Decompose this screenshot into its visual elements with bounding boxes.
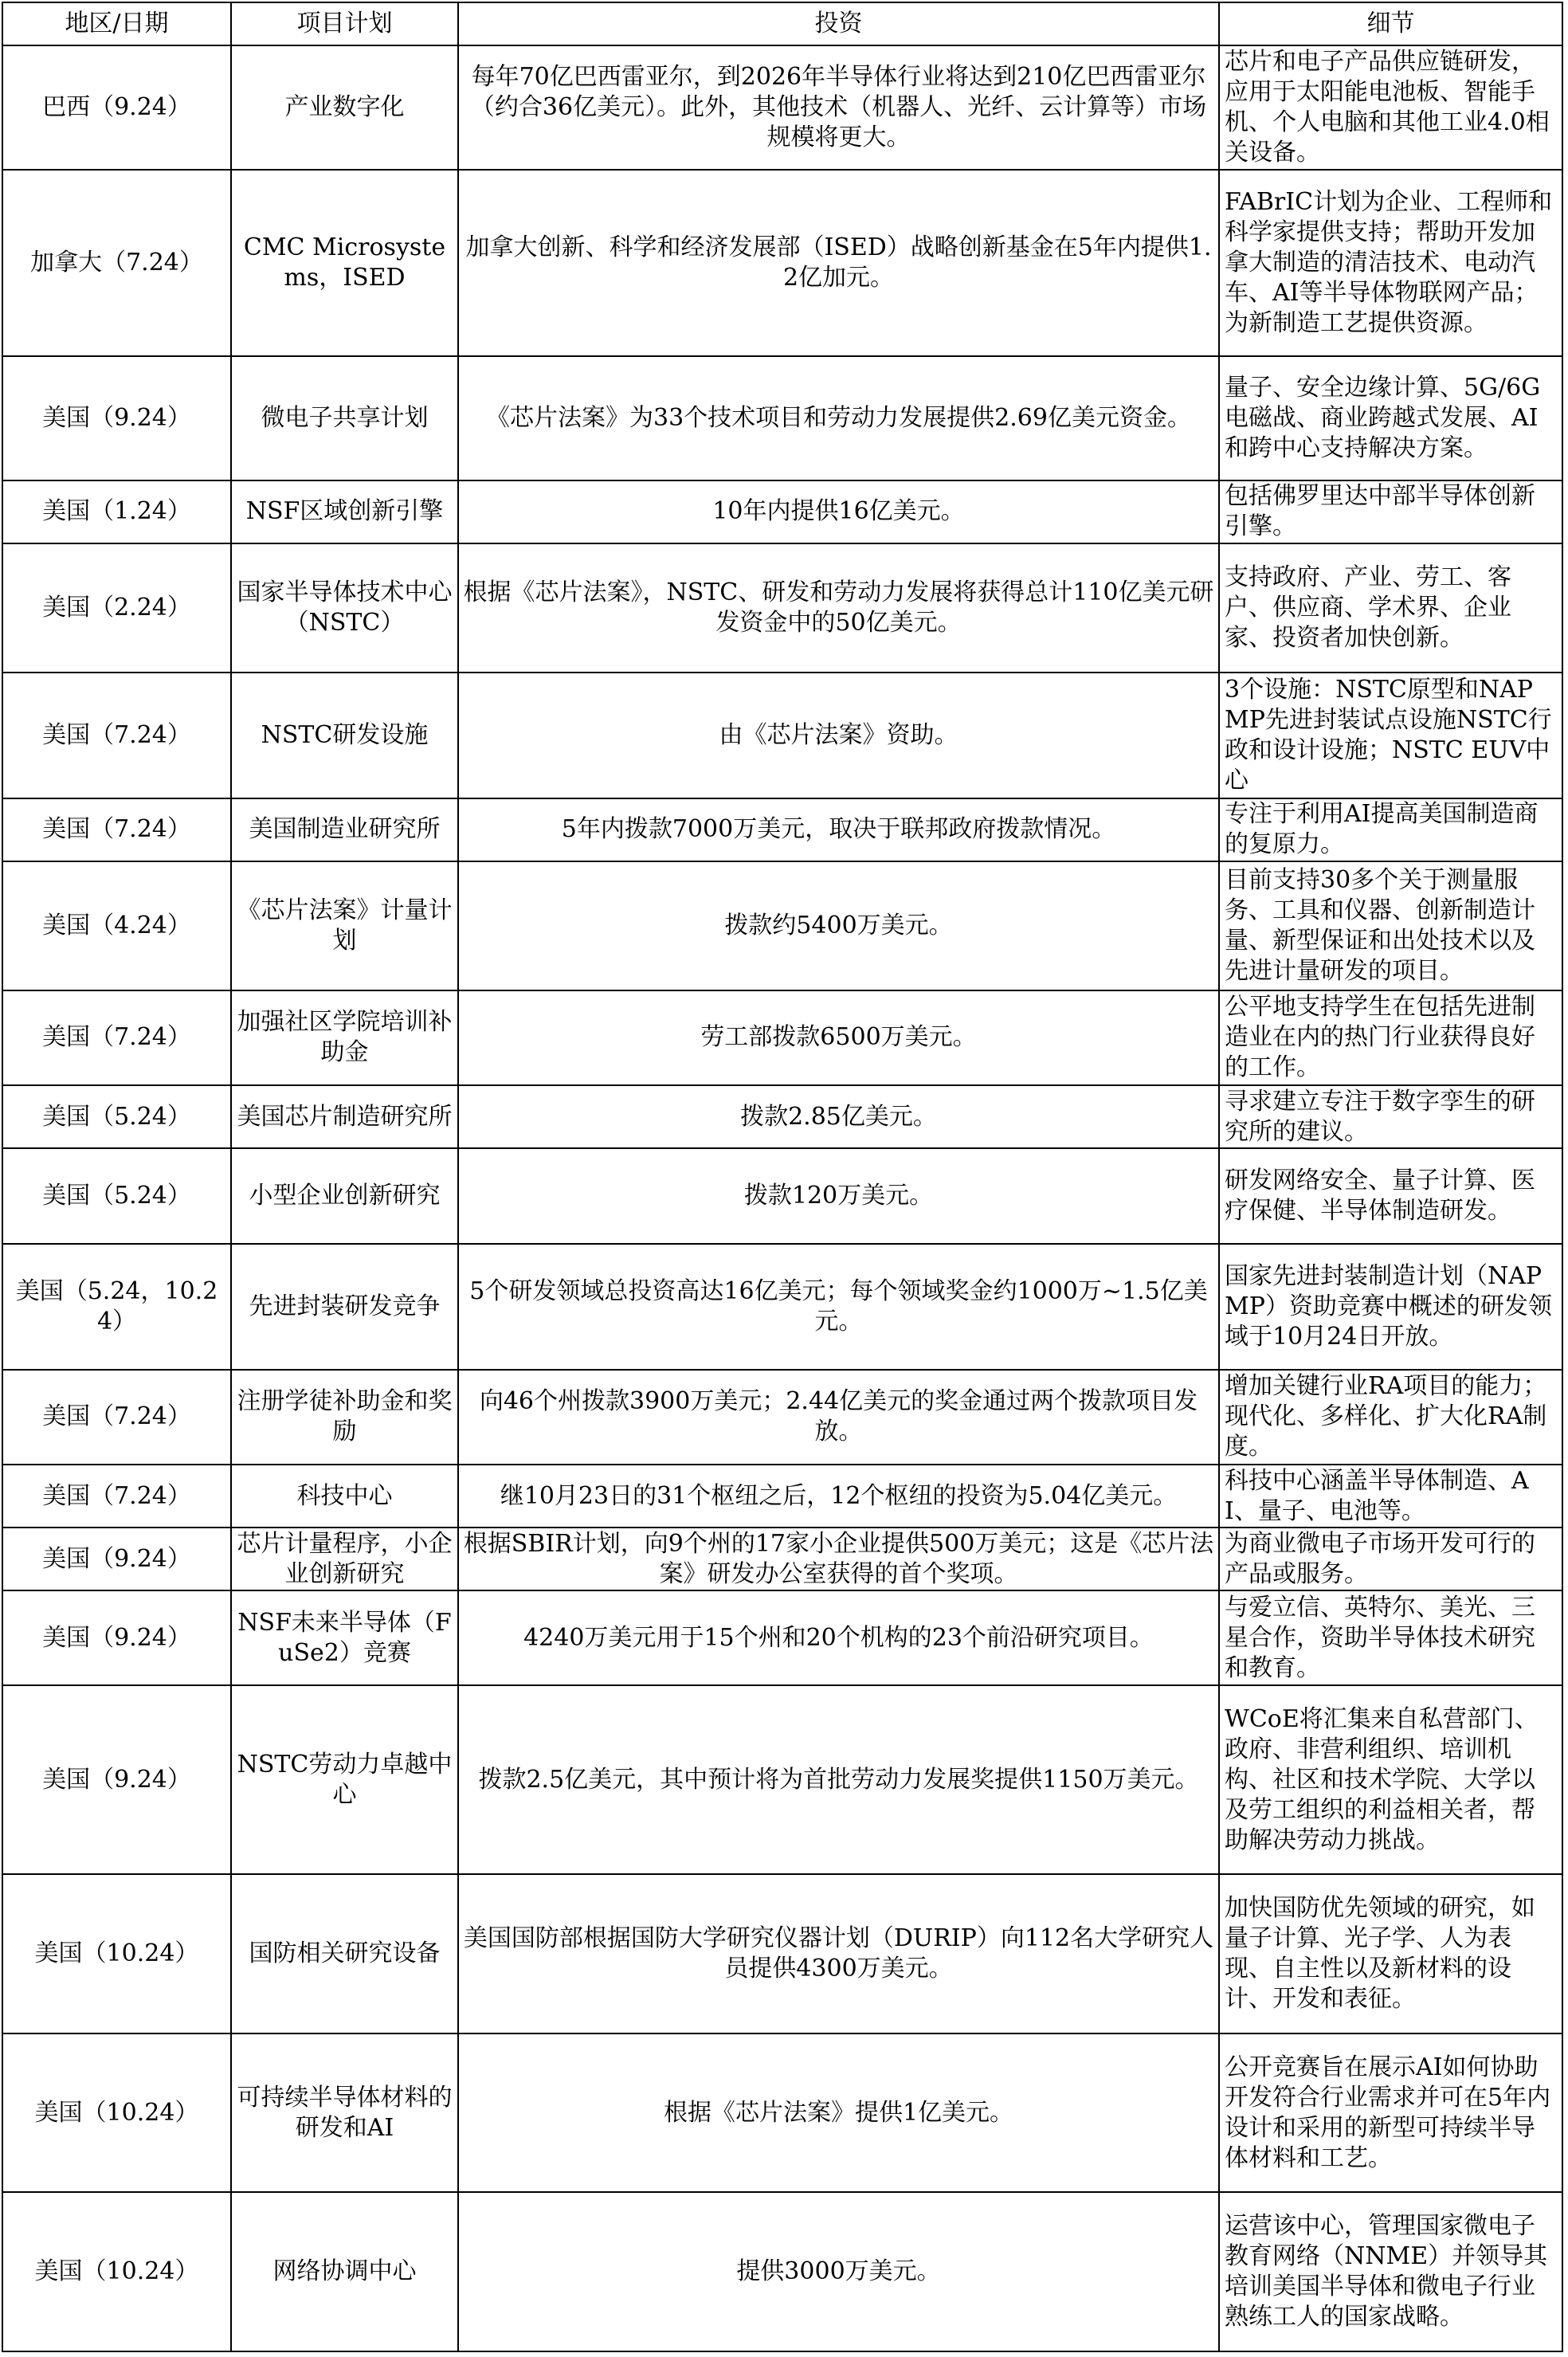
cell-investment: 美国国防部根据国防大学研究仪器计划（DURIP）向112名大学研究人员提供4300万美元。 xyxy=(458,1874,1219,2033)
cell-project: 美国制造业研究所 xyxy=(231,798,458,861)
cell-project: NSF区域创新引擎 xyxy=(231,480,458,543)
table-row xyxy=(2,1874,1562,2033)
header-investment: 投资 xyxy=(458,2,1219,45)
cell-project: 《芯片法案》计量计划 xyxy=(231,861,458,990)
cell-detail: 包括佛罗里达中部半导体创新引擎。 xyxy=(1219,480,1562,543)
cell-region: 巴西（9.24） xyxy=(2,45,231,170)
investment-table xyxy=(2,2,1563,2352)
cell-investment: 拨款2.5亿美元，其中预计将为首批劳动力发展奖提供1150万美元。 xyxy=(458,1685,1219,1874)
table-row xyxy=(2,1148,1562,1243)
cell-region: 美国（10.24） xyxy=(2,1874,231,2033)
table-row xyxy=(2,1685,1562,1874)
cell-project: NSTC劳动力卓越中心 xyxy=(231,1685,458,1874)
cell-detail: 公开竞赛旨在展示AI如何协助开发符合行业需求并可在5年内设计和采用的新型可持续半导体材料和工艺。 xyxy=(1219,2033,1562,2192)
cell-investment: 向46个州拨款3900万美元；2.44亿美元的奖金通过两个拨款项目发放。 xyxy=(458,1370,1219,1465)
table-row xyxy=(2,45,1562,170)
cell-investment: 10年内提供16亿美元。 xyxy=(458,480,1219,543)
cell-investment: 拨款2.85亿美元。 xyxy=(458,1085,1219,1148)
cell-project: 可持续半导体材料的研发和AI xyxy=(231,2033,458,2192)
cell-detail: FABrIC计划为企业、工程师和科学家提供支持；帮助开发加拿大制造的清洁技术、电动汽车、AI等半导体物联网产品；为新制造工艺提供资源。 xyxy=(1219,170,1562,356)
cell-investment: 劳工部拨款6500万美元。 xyxy=(458,990,1219,1085)
cell-detail: 研发网络安全、量子计算、医疗保健、半导体制造研发。 xyxy=(1219,1148,1562,1243)
cell-investment: 5个研发领域总投资高达16亿美元；每个领域奖金约1000万~1.5亿美元。 xyxy=(458,1244,1219,1370)
table-row xyxy=(2,1590,1562,1685)
cell-detail: 科技中心涵盖半导体制造、AI、量子、电池等。 xyxy=(1219,1465,1562,1528)
cell-investment: 提供3000万美元。 xyxy=(458,2192,1219,2351)
cell-project: NSF未来半导体（FuSe2）竞赛 xyxy=(231,1590,458,1685)
table-row xyxy=(2,990,1562,1085)
cell-region: 美国（5.24） xyxy=(2,1085,231,1148)
cell-region: 美国（9.24） xyxy=(2,1528,231,1590)
table-row xyxy=(2,1465,1562,1528)
cell-investment: 拨款约5400万美元。 xyxy=(458,861,1219,990)
cell-project: 小型企业创新研究 xyxy=(231,1148,458,1243)
table-row xyxy=(2,1528,1562,1590)
cell-region: 美国（9.24） xyxy=(2,1590,231,1685)
cell-project: 注册学徒补助金和奖励 xyxy=(231,1370,458,1465)
cell-investment: 《芯片法案》为33个技术项目和劳动力发展提供2.69亿美元资金。 xyxy=(458,356,1219,480)
table-row xyxy=(2,1244,1562,1370)
cell-investment: 每年70亿巴西雷亚尔，到2026年半导体行业将达到210亿巴西雷亚尔（约合36亿美元）。此外，其他技术（机器人、光纤、云计算等）市场规模将更大。 xyxy=(458,45,1219,170)
cell-project: 芯片计量程序，小企业创新研究 xyxy=(231,1528,458,1590)
cell-region: 美国（7.24） xyxy=(2,990,231,1085)
cell-project: 科技中心 xyxy=(231,1465,458,1528)
cell-detail: 增加关键行业RA项目的能力；现代化、多样化、扩大化RA制度。 xyxy=(1219,1370,1562,1465)
cell-region: 美国（7.24） xyxy=(2,798,231,861)
cell-detail: 为商业微电子市场开发可行的产品或服务。 xyxy=(1219,1528,1562,1590)
cell-region: 美国（10.24） xyxy=(2,2192,231,2351)
cell-project: 微电子共享计划 xyxy=(231,356,458,480)
cell-detail: 3个设施：NSTC原型和NAPMP先进封装试点设施NSTC行政和设计设施；NSTC EUV中心 xyxy=(1219,673,1562,798)
cell-project: 网络协调中心 xyxy=(231,2192,458,2351)
cell-region: 美国（7.24） xyxy=(2,673,231,798)
cell-detail: 芯片和电子产品供应链研发，应用于太阳能电池板、智能手机、个人电脑和其他工业4.0相关设备。 xyxy=(1219,45,1562,170)
cell-project: 国家半导体技术中心（NSTC） xyxy=(231,543,458,673)
cell-investment: 4240万美元用于15个州和20个机构的23个前沿研究项目。 xyxy=(458,1590,1219,1685)
cell-project: 产业数字化 xyxy=(231,45,458,170)
cell-project: NSTC研发设施 xyxy=(231,673,458,798)
cell-region: 美国（1.24） xyxy=(2,480,231,543)
cell-region: 美国（5.24，10.24） xyxy=(2,1244,231,1370)
cell-region: 美国（9.24） xyxy=(2,356,231,480)
cell-project: 先进封装研发竞争 xyxy=(231,1244,458,1370)
cell-investment: 根据《芯片法案》，NSTC、研发和劳动力发展将获得总计110亿美元研发资金中的50亿美元。 xyxy=(458,543,1219,673)
cell-region: 美国（5.24） xyxy=(2,1148,231,1243)
table-row xyxy=(2,861,1562,990)
table-row xyxy=(2,1370,1562,1465)
cell-detail: 与爱立信、英特尔、美光、三星合作，资助半导体技术研究和教育。 xyxy=(1219,1590,1562,1685)
table-row xyxy=(2,170,1562,356)
cell-detail: 目前支持30多个关于测量服务、工具和仪器、创新制造计量、新型保证和出处技术以及先进计量研发的项目。 xyxy=(1219,861,1562,990)
header-project: 项目计划 xyxy=(231,2,458,45)
cell-project: 美国芯片制造研究所 xyxy=(231,1085,458,1148)
cell-investment: 根据SBIR计划，向9个州的17家小企业提供500万美元；这是《芯片法案》研发办公室获得的首个奖项。 xyxy=(458,1528,1219,1590)
cell-project: CMC Microsystems，ISED xyxy=(231,170,458,356)
cell-region: 美国（7.24） xyxy=(2,1465,231,1528)
table-row xyxy=(2,2192,1562,2351)
cell-investment: 拨款120万美元。 xyxy=(458,1148,1219,1243)
cell-investment: 加拿大创新、科学和经济发展部（ISED）战略创新基金在5年内提供1.2亿加元。 xyxy=(458,170,1219,356)
table-row xyxy=(2,673,1562,798)
cell-investment: 继10月23日的31个枢纽之后，12个枢纽的投资为5.04亿美元。 xyxy=(458,1465,1219,1528)
cell-region: 美国（10.24） xyxy=(2,2033,231,2192)
cell-detail: WCoE将汇集来自私营部门、政府、非营利组织、培训机构、社区和技术学院、大学以及劳工组织的利益相关者，帮助解决劳动力挑战。 xyxy=(1219,1685,1562,1874)
cell-investment: 5年内拨款7000万美元，取决于联邦政府拨款情况。 xyxy=(458,798,1219,861)
cell-project: 加强社区学院培训补助金 xyxy=(231,990,458,1085)
table-row xyxy=(2,1085,1562,1148)
cell-detail: 加快国防优先领域的研究，如量子计算、光子学、人为表现、自主性以及新材料的设计、开发和表征。 xyxy=(1219,1874,1562,2033)
cell-detail: 量子、安全边缘计算、5G/6G电磁战、商业跨越式发展、AI和跨中心支持解决方案。 xyxy=(1219,356,1562,480)
table-row xyxy=(2,543,1562,673)
cell-detail: 运营该中心，管理国家微电子教育网络（NNME）并领导其培训美国半导体和微电子行业熟练工人的国家战略。 xyxy=(1219,2192,1562,2351)
cell-detail: 专注于利用AI提高美国制造商的复原力。 xyxy=(1219,798,1562,861)
cell-region: 美国（2.24） xyxy=(2,543,231,673)
cell-detail: 国家先进封装制造计划（NAPMP）资助竞赛中概述的研发领域于10月24日开放。 xyxy=(1219,1244,1562,1370)
table-row xyxy=(2,480,1562,543)
table-body xyxy=(2,45,1562,2351)
cell-region: 美国（7.24） xyxy=(2,1370,231,1465)
cell-region: 加拿大（7.24） xyxy=(2,170,231,356)
cell-detail: 寻求建立专注于数字孪生的研究所的建议。 xyxy=(1219,1085,1562,1148)
cell-investment: 由《芯片法案》资助。 xyxy=(458,673,1219,798)
table-row xyxy=(2,2033,1562,2192)
header-detail: 细节 xyxy=(1219,2,1562,45)
cell-investment: 根据《芯片法案》提供1亿美元。 xyxy=(458,2033,1219,2192)
cell-project: 国防相关研究设备 xyxy=(231,1874,458,2033)
header-region: 地区/日期 xyxy=(2,2,231,45)
cell-detail: 公平地支持学生在包括先进制造业在内的热门行业获得良好的工作。 xyxy=(1219,990,1562,1085)
table-row xyxy=(2,356,1562,480)
cell-region: 美国（9.24） xyxy=(2,1685,231,1874)
cell-region: 美国（4.24） xyxy=(2,861,231,990)
header-row xyxy=(2,2,1562,45)
table-row xyxy=(2,798,1562,861)
cell-detail: 支持政府、产业、劳工、客户、供应商、学术界、企业家、投资者加快创新。 xyxy=(1219,543,1562,673)
